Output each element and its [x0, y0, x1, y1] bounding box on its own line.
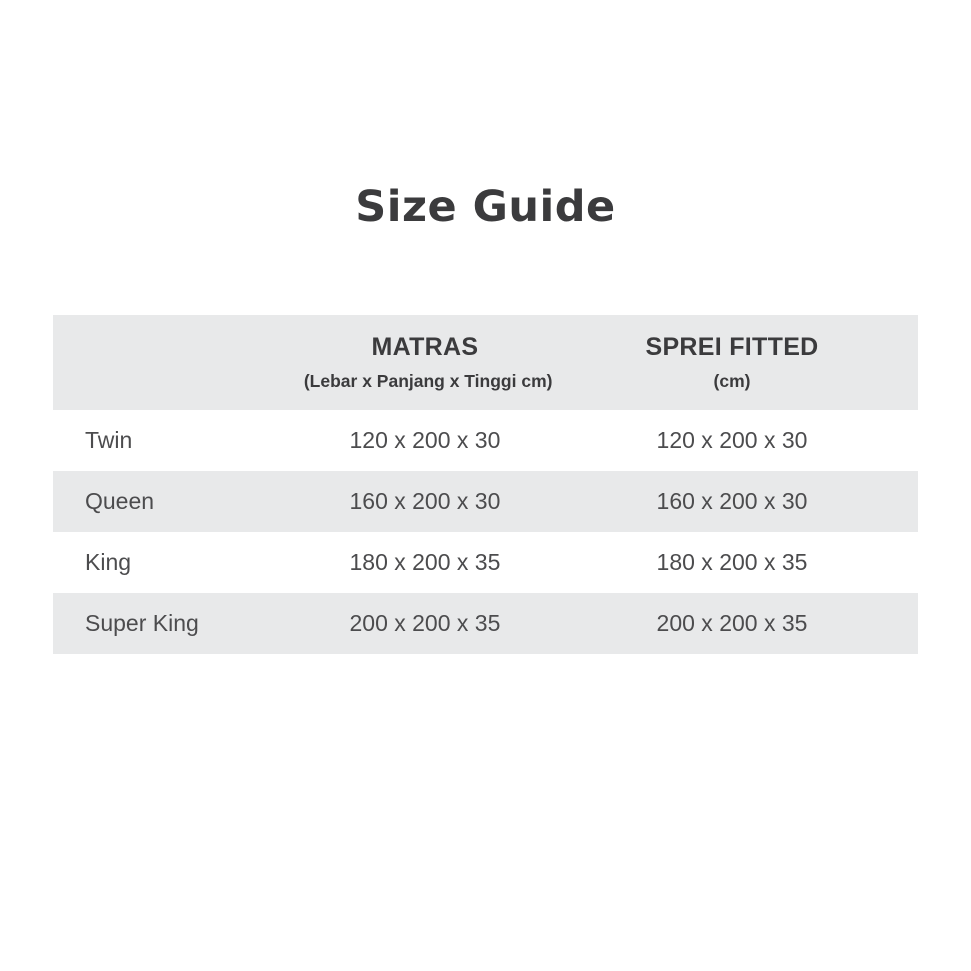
- sprei-value: 180 x 200 x 35: [656, 549, 808, 575]
- column-title-matras: MATRAS: [371, 333, 479, 361]
- matras-value: 160 x 200 x 30: [349, 488, 501, 514]
- column-title-sprei-fitted: SPREI FITTED: [645, 333, 819, 361]
- size-name: Queen: [85, 488, 155, 514]
- page-title: Size Guide: [355, 182, 616, 232]
- size-name: Twin: [85, 427, 133, 453]
- header-cell-sprei-fitted: [546, 315, 918, 410]
- matras-value: 200 x 200 x 35: [349, 610, 501, 636]
- header-cell-empty: [53, 315, 304, 410]
- table-row: [53, 532, 918, 593]
- column-subtitle-matras: (Lebar x Panjang x Tinggi cm): [303, 371, 553, 391]
- size-name: Super King: [85, 610, 199, 636]
- sprei-value: 120 x 200 x 30: [656, 427, 808, 453]
- matras-value: 180 x 200 x 35: [349, 549, 501, 575]
- column-subtitle-sprei-fitted: (cm): [713, 371, 751, 391]
- size-table: [53, 315, 918, 654]
- sprei-value: 200 x 200 x 35: [656, 610, 808, 636]
- table-header-row: [53, 315, 918, 410]
- header-cell-matras: [303, 315, 553, 410]
- sprei-value: 160 x 200 x 30: [656, 488, 808, 514]
- table-row: [53, 471, 918, 532]
- matras-value: 120 x 200 x 30: [349, 427, 501, 453]
- size-name: King: [85, 549, 132, 575]
- table-row: [53, 410, 918, 471]
- table-row: [53, 593, 918, 654]
